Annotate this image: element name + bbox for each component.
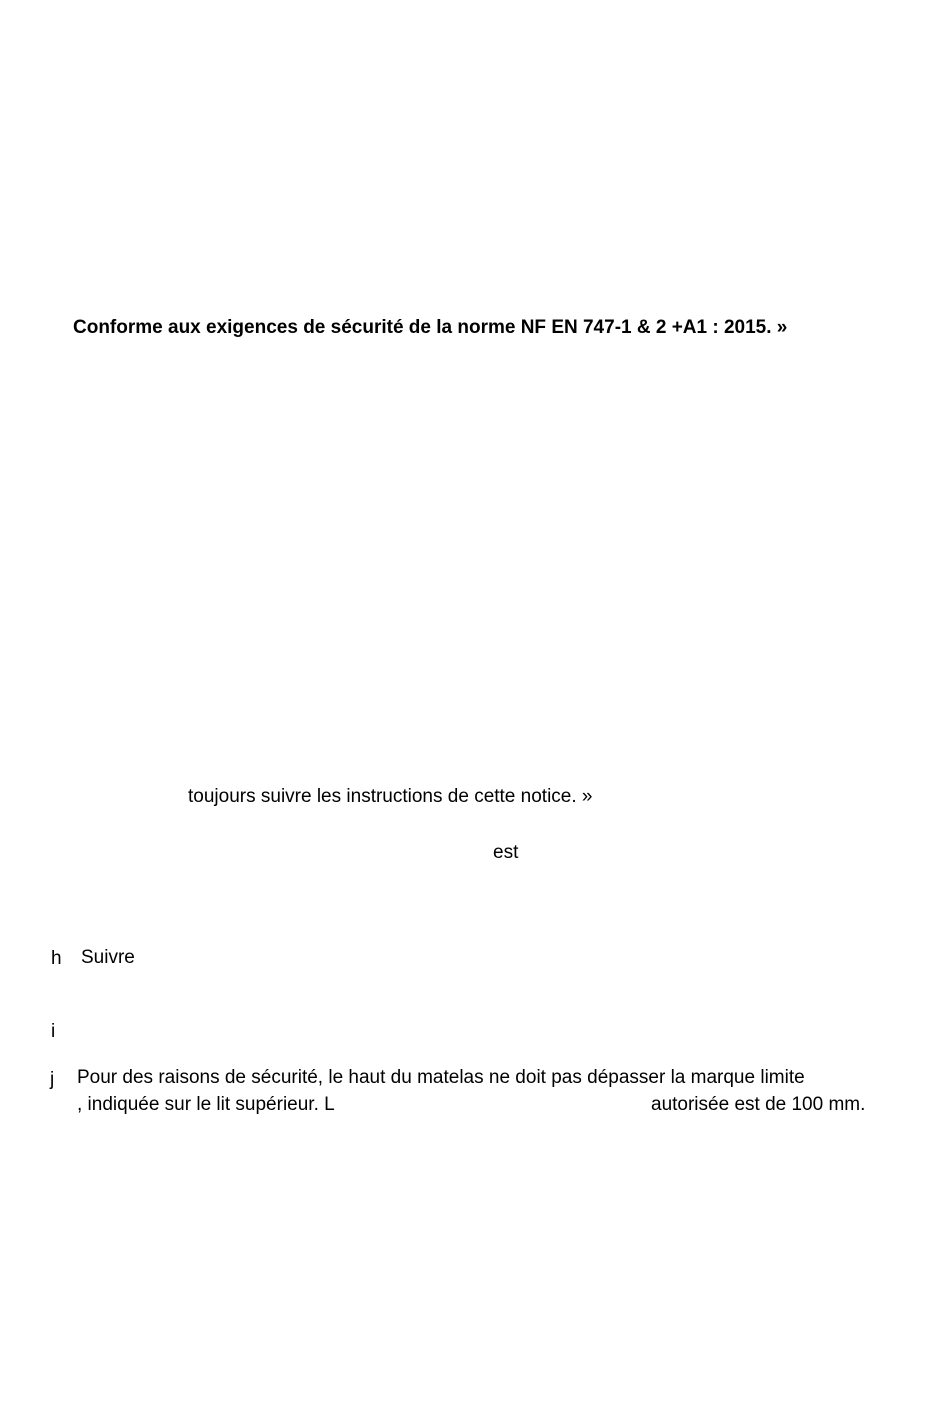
list-marker-h: h xyxy=(51,948,62,969)
list-item-j-line2-end: autorisée est de 100 mm. xyxy=(651,1094,866,1115)
list-item-j-line2-start: , indiquée sur le lit supérieur. L xyxy=(77,1094,335,1115)
list-item-h-text: Suivre xyxy=(81,947,135,968)
follow-notice-text: toujours suivre les instructions de cette notice. » xyxy=(188,786,593,807)
est-fragment: est xyxy=(493,842,519,863)
list-item-j-line1: Pour des raisons de sécurité, le haut du matelas ne doit pas dépasser la marque limite xyxy=(77,1067,805,1088)
list-marker-i: i xyxy=(51,1021,56,1042)
list-marker-j: j xyxy=(50,1069,55,1090)
conformity-statement: Conforme aux exigences de sécurité de la norme NF EN 747-1 & 2 +A1 : 2015. » xyxy=(73,317,788,338)
